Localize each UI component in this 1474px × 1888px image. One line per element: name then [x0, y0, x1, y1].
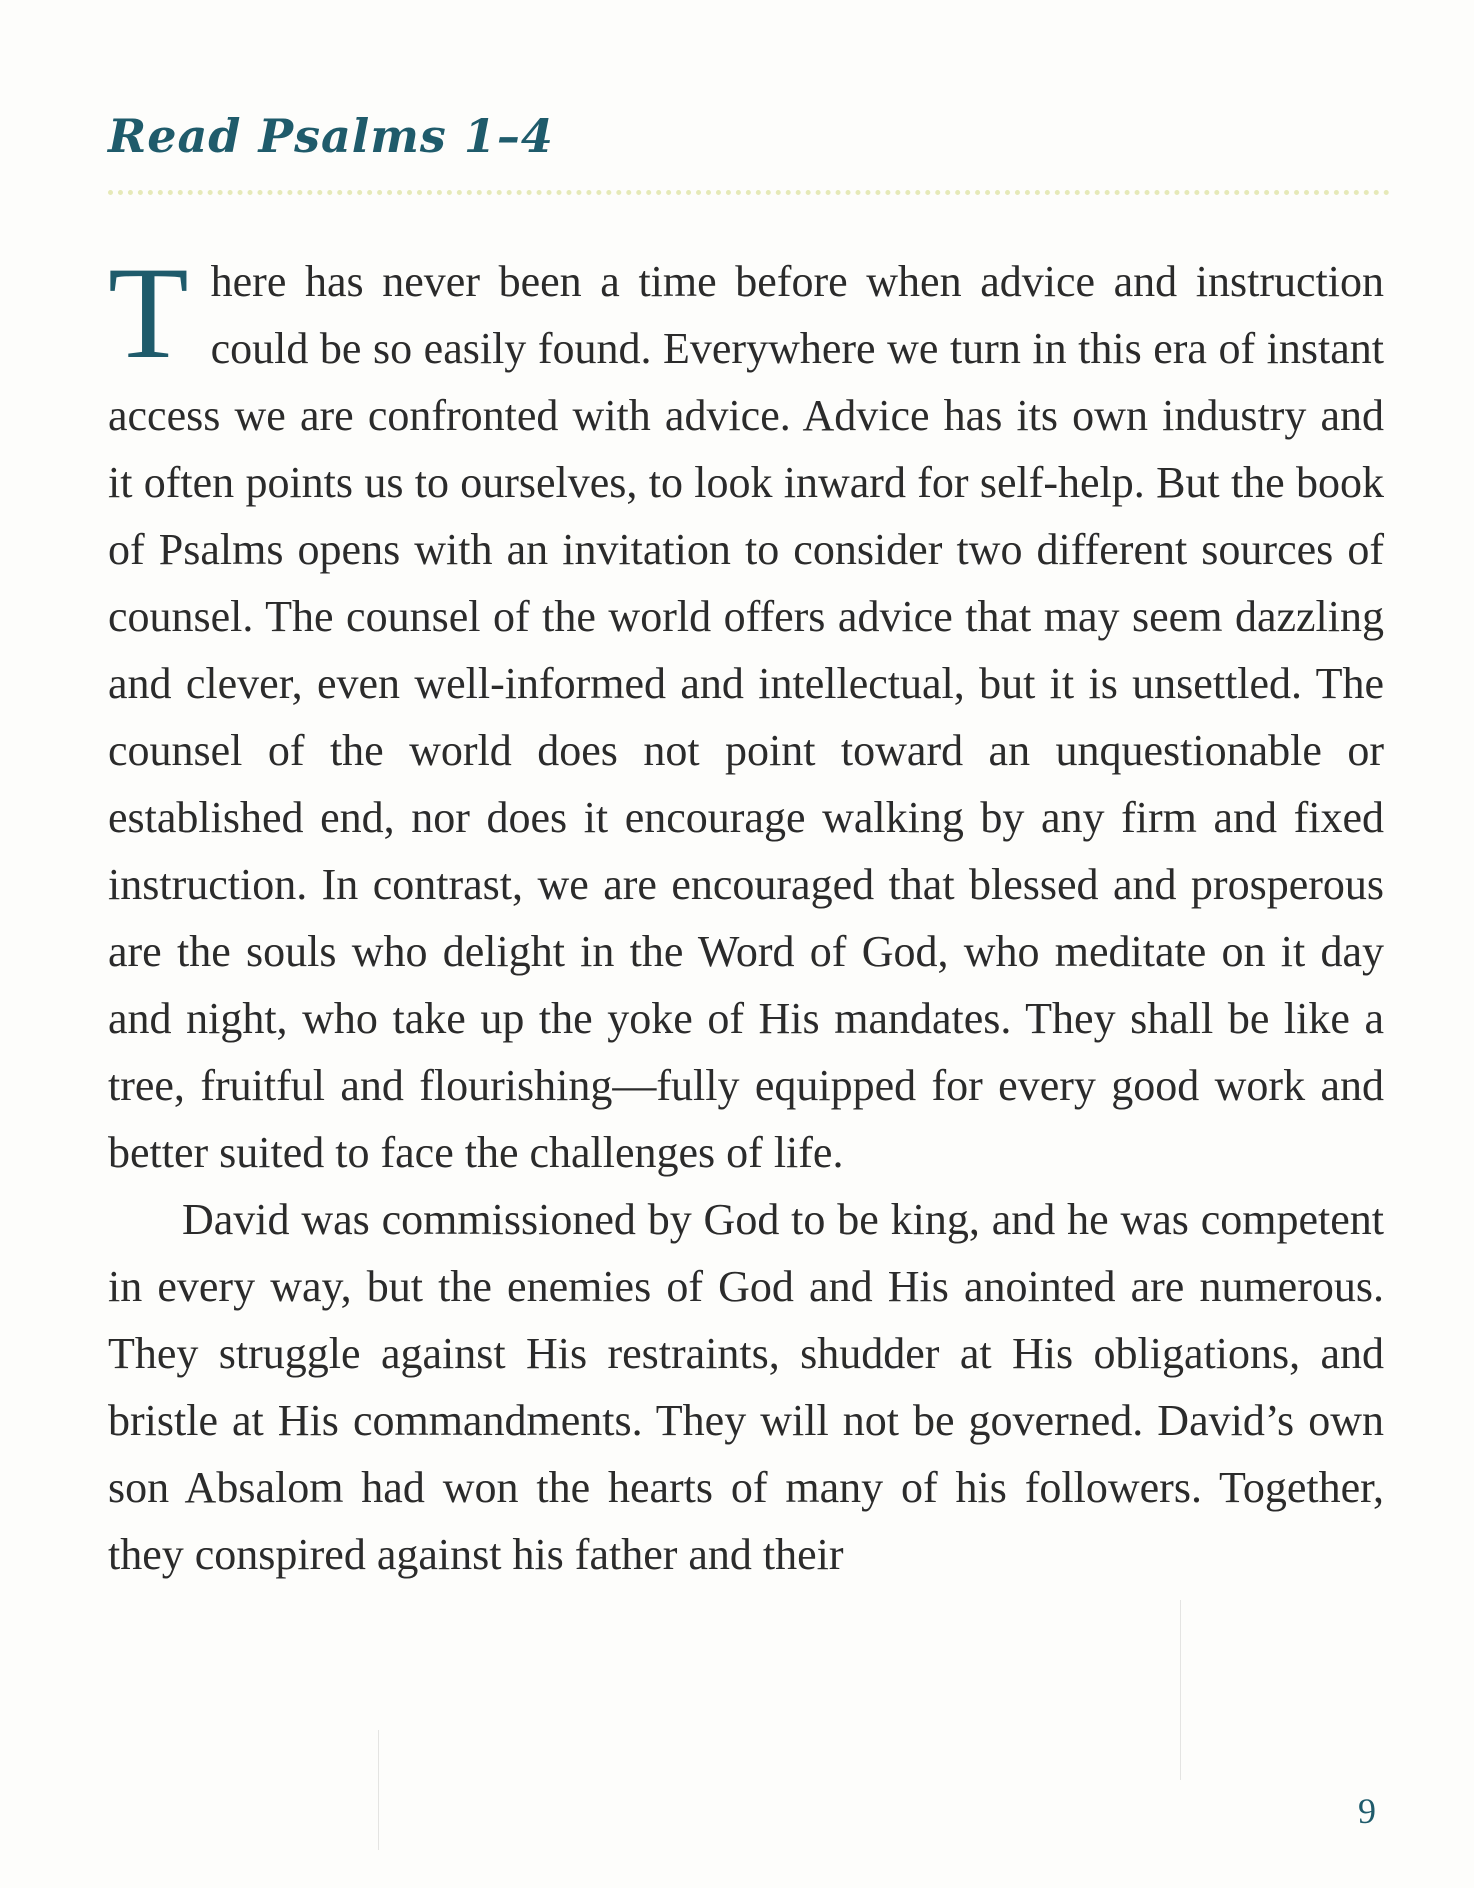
- page-crease-mark: [378, 1730, 379, 1850]
- page-number: 9: [1358, 1791, 1376, 1831]
- drop-cap: T: [108, 239, 189, 386]
- page-title: Read Psalms 1–4: [108, 109, 554, 163]
- paragraph-2: David was commissioned by God to be king, and he was competent in every way, but the enemies of God and His anointed are numerous. They struggle against His restraints, shudder at His obligations, and bristle at His commandments. They will not be governed. David’s own son Absalom had won the hearts of many of his followers. Together, they conspired against his father and their: [108, 1195, 1384, 1579]
- body-text: [108, 239, 1384, 1588]
- page-crease-mark: [1180, 1600, 1181, 1780]
- paragraph-1: [108, 239, 1384, 1186]
- dotted-divider: [108, 190, 1390, 195]
- paragraph-1-text: here has never been a time before when advice and instruction could be so easily found. Everywhere we turn in this era of instant access we are confronted with advice. Advice has its own industry and it often points us to ourselves, to look inward for self-help. But the book of Psalms opens with an invitation to consider two different sources of counsel. The counsel of the world offers advice that may seem dazzling and clever, even well-informed and intellectual, but it is unsettled. The counsel of the world does not point toward an unquestionable or established end, nor does it encourage walking by any firm and fixed instruction. In contrast, we are encouraged that blessed and prosperous are the souls who delight in the Word of God, who meditate on it day and night, who take up the yoke of His mandates. They shall be like a tree, fruitful and flourishing—fully equipped for every good work and better suited to face the challenges of life.: [108, 257, 1384, 1177]
